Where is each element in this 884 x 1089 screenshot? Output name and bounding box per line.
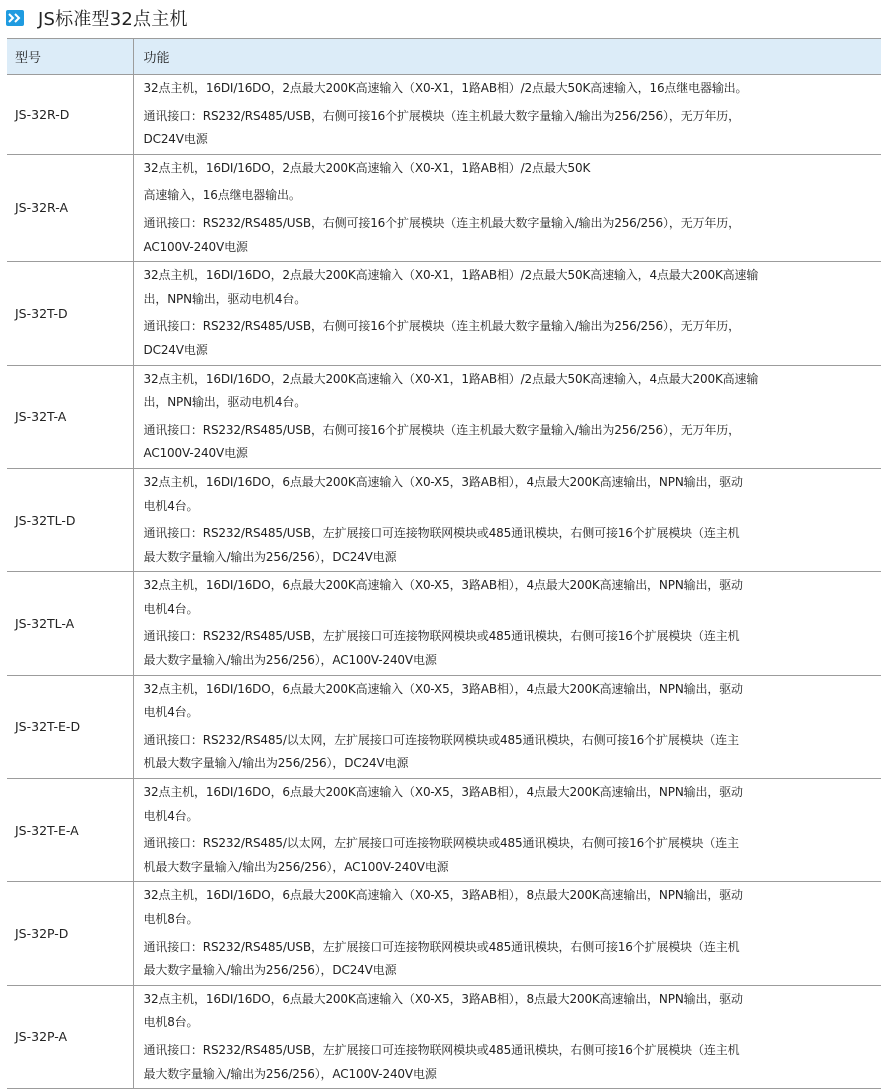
table-row [7, 985, 881, 1088]
function-line: 32点主机，16DI/16DO，6点最大200K高速输入（X0-X5，3路AB相），8点最大200K高速输出，NPN输出，驱动 [143, 991, 743, 1006]
function-line: 32点主机，16DI/16DO，6点最大200K高速输入（X0-X5，3路AB相），4点最大200K高速输出，NPN输出，驱动 [143, 785, 743, 800]
function-paragraph [144, 729, 878, 776]
function-line: 电机4台。 [143, 601, 199, 616]
model-cell: JS-32T-E-D [7, 675, 133, 778]
function-line: 32点主机，16DI/16DO，6点最大200K高速输入（X0-X5，3路AB相），8点最大200K高速输出，NPN输出，驱动 [143, 888, 743, 903]
function-line: 32点主机，16DI/16DO，2点最大200K高速输入（X0-X1，1路AB相）/2点最大50K高速输入，4点最大200K高速输 [143, 268, 759, 283]
function-paragraph [144, 184, 878, 208]
table-row [7, 468, 881, 571]
function-line: 通讯接口：RS232/RS485/USB，右侧可接16个扩展模块（连主机最大数字量输入/输出为256/256），无万年历， [143, 319, 740, 334]
function-line: 最大数字量输入/输出为256/256），DC24V电源 [143, 963, 397, 978]
column-header-function: 功能 [133, 39, 881, 75]
function-cell [133, 882, 881, 985]
function-line: 通讯接口：RS232/RS485/USB，右侧可接16个扩展模块（连主机最大数字量输入/输出为256/256），无万年历， [143, 215, 740, 230]
column-header-model: 型号 [7, 39, 133, 75]
double-chevron-right-icon [6, 10, 24, 26]
function-line: 电机8台。 [143, 912, 199, 926]
function-line: AC100V-240V电源 [143, 446, 248, 461]
table-row [7, 154, 881, 261]
function-paragraph [144, 419, 878, 466]
function-line: 机最大数字量输入/输出为256/256），DC24V电源 [143, 756, 409, 771]
function-cell [133, 468, 881, 571]
function-line: 通讯接口：RS232/RS485/USB，左扩展接口可连接物联网模块或485通讯模块，右侧可接16个扩展模块（连主机 [143, 1042, 740, 1057]
function-paragraph [144, 264, 878, 311]
function-line: 机最大数字量输入/输出为256/256），AC100V-240V电源 [143, 859, 449, 874]
function-line: 32点主机，16DI/16DO，6点最大200K高速输入（X0-X5，3路AB相），4点最大200K高速输出，NPN输出，驱动 [143, 578, 743, 593]
model-cell: JS-32P-D [7, 882, 133, 985]
table-row [7, 365, 881, 468]
function-line: 通讯接口：RS232/RS485/USB，左扩展接口可连接物联网模块或485通讯模块，右侧可接16个扩展模块（连主机 [143, 629, 740, 644]
function-paragraph [144, 212, 878, 259]
function-paragraph [144, 832, 878, 879]
table-row [7, 675, 881, 778]
function-cell [133, 262, 881, 365]
model-cell: JS-32T-A [7, 365, 133, 468]
spec-table [7, 38, 881, 1089]
section-header [0, 0, 884, 36]
model-cell: JS-32R-D [7, 75, 133, 155]
function-cell [133, 75, 881, 155]
function-line: 电机8台。 [143, 1015, 199, 1030]
function-paragraph [144, 471, 878, 518]
function-line: 最大数字量输入/输出为256/256），AC100V-240V电源 [143, 1066, 437, 1081]
function-line: 电机4台。 [143, 498, 199, 513]
table-row [7, 262, 881, 365]
function-paragraph [144, 678, 878, 725]
function-cell [133, 985, 881, 1088]
function-paragraph [144, 781, 878, 828]
function-line: 通讯接口：RS232/RS485/以太网，左扩展接口可连接物联网模块或485通讯模块，右侧可接16个扩展模块（连主 [143, 732, 739, 747]
function-line: 32点主机，16DI/16DO，2点最大200K高速输入（X0-X1，1路AB相）/2点最大50K高速输入，4点最大200K高速输 [143, 371, 759, 386]
function-paragraph [144, 315, 878, 362]
function-line: 电机4台。 [143, 705, 199, 720]
function-paragraph [144, 988, 878, 1035]
function-line: 32点主机，16DI/16DO，6点最大200K高速输入（X0-X5，3路AB相），4点最大200K高速输出，NPN输出，驱动 [143, 474, 743, 489]
function-cell [133, 572, 881, 675]
function-line: DC24V电源 [143, 342, 208, 357]
table-row [7, 779, 881, 882]
function-cell [133, 779, 881, 882]
function-paragraph [144, 936, 878, 983]
function-paragraph [144, 368, 878, 415]
model-cell: JS-32T-E-A [7, 779, 133, 882]
function-paragraph [144, 77, 878, 101]
function-line: 高速输入，16点继电器输出。 [143, 188, 301, 203]
table-row [7, 75, 881, 155]
function-cell [133, 365, 881, 468]
function-paragraph [144, 105, 878, 152]
function-line: 通讯接口：RS232/RS485/USB，右侧可接16个扩展模块（连主机最大数字量输入/输出为256/256），无万年历， [143, 108, 740, 123]
function-cell [133, 675, 881, 778]
model-cell: JS-32T-D [7, 262, 133, 365]
function-line: 通讯接口：RS232/RS485/USB，右侧可接16个扩展模块（连主机最大数字量输入/输出为256/256），无万年历， [143, 422, 740, 437]
function-line: DC24V电源 [143, 132, 208, 147]
function-line: 最大数字量输入/输出为256/256），AC100V-240V电源 [143, 653, 437, 668]
function-cell [133, 154, 881, 261]
function-line: 通讯接口：RS232/RS485/以太网，左扩展接口可连接物联网模块或485通讯模块，右侧可接16个扩展模块（连主 [143, 836, 739, 851]
model-cell: JS-32TL-D [7, 468, 133, 571]
function-line: 32点主机，16DI/16DO，6点最大200K高速输入（X0-X5，3路AB相），4点最大200K高速输出，NPN输出，驱动 [143, 681, 743, 696]
function-line: 通讯接口：RS232/RS485/USB，左扩展接口可连接物联网模块或485通讯模块，右侧可接16个扩展模块（连主机 [143, 526, 740, 541]
model-cell: JS-32TL-A [7, 572, 133, 675]
function-line: 电机4台。 [143, 808, 199, 823]
table-header-row [7, 39, 881, 75]
function-line: 出，NPN输出，驱动电机4台。 [143, 395, 307, 410]
function-line: AC100V-240V电源 [143, 239, 248, 254]
function-line: 出，NPN输出，驱动电机4台。 [143, 291, 307, 306]
page-title: JS标准型32点主机 [38, 9, 188, 30]
function-paragraph [144, 522, 878, 569]
table-row [7, 572, 881, 675]
function-line: 32点主机，16DI/16DO，2点最大200K高速输入（X0-X1，1路AB相）/2点最大50K高速输入，16点继电器输出。 [143, 81, 748, 95]
model-cell: JS-32P-A [7, 985, 133, 1088]
function-line: 通讯接口：RS232/RS485/USB，左扩展接口可连接物联网模块或485通讯模块，右侧可接16个扩展模块（连主机 [143, 939, 740, 954]
function-line: 32点主机，16DI/16DO，2点最大200K高速输入（X0-X1，1路AB相）/2点最大50K [143, 160, 591, 175]
function-paragraph [144, 157, 878, 181]
table-row [7, 882, 881, 985]
function-paragraph [144, 625, 878, 672]
function-paragraph [144, 1039, 878, 1086]
function-paragraph [144, 574, 878, 621]
function-line: 最大数字量输入/输出为256/256），DC24V电源 [143, 549, 397, 564]
function-paragraph [144, 884, 878, 931]
model-cell: JS-32R-A [7, 154, 133, 261]
